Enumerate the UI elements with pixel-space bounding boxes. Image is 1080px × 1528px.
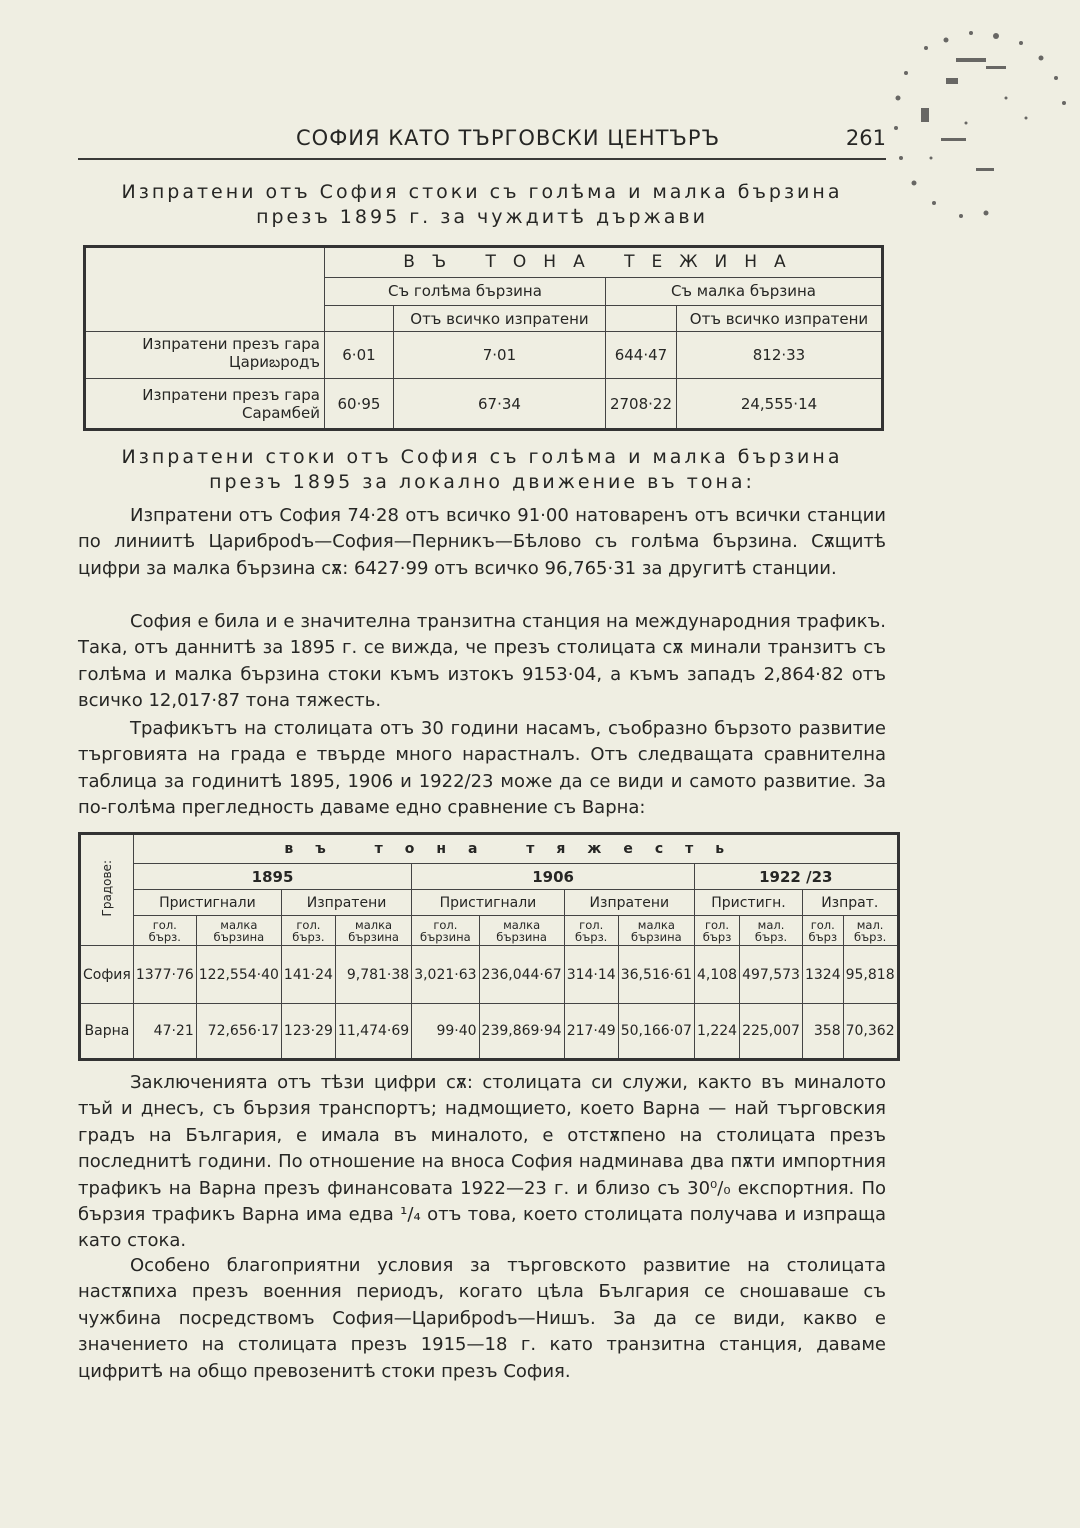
cell-value: 497,573 (740, 946, 803, 1004)
cell-value: 7·01 (393, 332, 605, 379)
table-row (80, 946, 899, 1004)
year-1906: 1906 (412, 864, 695, 890)
table1-of-all-fast: Отъ всичко изпратени (393, 305, 605, 331)
row-label: Изпратени презъ гара Сарамбей (85, 379, 325, 430)
table1-corner (85, 247, 325, 332)
year-1922: 1922 /23 (694, 864, 898, 890)
sub-header: гол. бърз (694, 916, 739, 946)
table1-caption (78, 180, 886, 230)
table1-main-header: ВЪ ТОНА ТЕЖИНА (324, 247, 882, 278)
paragraph: Заключенията отъ тѣзи цифри сѫ: столицата си служи, както въ миналото тъй и днесъ, съ бързия транспортъ; надмощието, което Варна — най търговския градъ на България, е имала въ миналото, е отстѫпено на столицата презъ последнитѣ години. По отношение на вноса София надминава два пѫти импортния трафикъ на Варна презъ финансовата 1922—23 г. и близо съ 30⁰/₀ експортния. По бързия трафикъ Варна има едва ¹/₄ отъ това, което столицата получава и изпраща като стока. (78, 1072, 886, 1252)
cell-value: 236,044·67 (479, 946, 564, 1004)
local-traffic-caption (78, 445, 886, 495)
cell-value: 95,818 (843, 946, 898, 1004)
row-label: Изпратени презъ гара Цариబродъ (85, 332, 325, 379)
cell-value: 225,007 (740, 1004, 803, 1060)
table1-caption-line1: Изпратени отъ София стоки съ голѣма и малка бързина (121, 181, 843, 203)
cell-value: 60·95 (324, 379, 393, 430)
page-number: 261 (845, 126, 886, 150)
table-row (80, 1004, 899, 1060)
city-name: Варна (80, 1004, 134, 1060)
cell-value: 1377·76 (133, 946, 196, 1004)
table2-main-header: въ тона тяжесть (133, 834, 898, 864)
cell-value: 99·40 (412, 1004, 479, 1060)
table1-blank (324, 305, 393, 331)
cell-value: 644·47 (605, 332, 676, 379)
paragraph: София е била и е значителна транзитна станция на международния трафикъ. Така, отъ даннитѣ за 1895 г. се вижда, че презъ столицата сѫ минали транзитъ съ голѣма и малка бързина стоки къмъ изтокъ 9153·04, а къмъ западъ 2,864·82 отъ всичко 12,017·87 тона тяжесть. (78, 611, 886, 712)
cell-value: 2708·22 (605, 379, 676, 430)
sub-header: гол. бърз. (281, 916, 335, 946)
arrived-header: Пристигн. (694, 890, 802, 916)
table-row (85, 379, 883, 430)
sent-header: Изпратени (564, 890, 694, 916)
page-header (78, 124, 886, 160)
cell-value: 358 (802, 1004, 843, 1060)
sub-header: гол. бърз (802, 916, 843, 946)
cell-value: 141·24 (281, 946, 335, 1004)
cell-value: 6·01 (324, 332, 393, 379)
cell-value: 50,166·07 (618, 1004, 694, 1060)
table1-blank (605, 305, 676, 331)
local-caption-line2: презъ 1895 за локално движение въ тона: (209, 471, 755, 493)
paragraph: Особено благоприятни условия за търговското развитие на столицата настѫпиха презъ военния периодъ, когато цѣла България се сношаваше съ чужбина посредствомъ София—Цариброdъ—Нишъ. За да се види, какво е значението на столицата презъ 1915—18 г. като транзитна станция, даваме цифритѣ на общо превозенитѣ стоки презъ София. (78, 1255, 886, 1382)
cell-value: 72,656·17 (196, 1004, 281, 1060)
running-title: СОФИЯ КАТО ТЪРГОВСКИ ЦЕНТЪРЪ (296, 126, 721, 150)
cell-value: 812·33 (676, 332, 882, 379)
table1-caption-line2: презъ 1895 г. за чуждитѣ държави (256, 206, 708, 228)
cell-value: 9,781·38 (335, 946, 411, 1004)
sub-header: мал. бърз. (843, 916, 898, 946)
cell-value: 11,474·69 (335, 1004, 411, 1060)
cell-value: 122,554·40 (196, 946, 281, 1004)
sub-header: малка бързина (335, 916, 411, 946)
table-sofia-varna-comparison (78, 832, 900, 1061)
table1-of-all-slow: Отъ всичко изпратени (676, 305, 882, 331)
library-stamp-mark (886, 18, 1076, 228)
cell-value: 3,021·63 (412, 946, 479, 1004)
sub-header: малка бързина (479, 916, 564, 946)
cell-value: 36,516·61 (618, 946, 694, 1004)
local-caption-line1: Изпратени стоки отъ София съ голѣма и малка бързина (121, 446, 843, 468)
cell-value: 314·14 (564, 946, 618, 1004)
sub-header: малка бързина (196, 916, 281, 946)
cities-header: Градове: (80, 834, 134, 946)
sub-header: малка бързина (618, 916, 694, 946)
cell-value: 1324 (802, 946, 843, 1004)
table1-col-slow: Съ малка бързина (605, 277, 882, 305)
cell-value: 1,224 (694, 1004, 739, 1060)
cell-value: 239,869·94 (479, 1004, 564, 1060)
table-row (85, 332, 883, 379)
arrived-header: Пристигнали (412, 890, 565, 916)
cell-value: 24,555·14 (676, 379, 882, 430)
cell-value: 4,108 (694, 946, 739, 1004)
sub-header: мал. бърз. (740, 916, 803, 946)
city-name: София (80, 946, 134, 1004)
sub-header: гол. бърз. (133, 916, 196, 946)
sub-header: гол. бърз. (564, 916, 618, 946)
table1-col-fast: Съ голѣма бързина (324, 277, 605, 305)
cell-value: 67·34 (393, 379, 605, 430)
arrived-header: Пристигнали (133, 890, 281, 916)
cell-value: 217·49 (564, 1004, 618, 1060)
cell-value: 123·29 (281, 1004, 335, 1060)
sent-header: Изпратени (281, 890, 411, 916)
table-foreign-shipments (83, 245, 884, 431)
sub-header: гол. бързина (412, 916, 479, 946)
cell-value: 47·21 (133, 1004, 196, 1060)
sent-header: Изпрат. (802, 890, 898, 916)
paragraph: Изпратени отъ София 74·28 отъ всичко 91·00 натоваренъ отъ всички станции по линиитѣ Цариброdъ—София—Перникъ—Бѣлово съ голѣма бързина. Сѫщитѣ цифри за малка бързина сѫ: 6427·99 отъ всичко 96,765·31 за другитѣ станции. (78, 505, 886, 579)
paragraph: Трафикътъ на столицата отъ 30 години насамъ, съобразно бързото развитие търговията на града е твърде много нарастналъ. Отъ следващата сравнителна таблица за годинитѣ 1895, 1906 и 1922/23 може да се види и самото развитие. За по-голѣма прегледность даваме едно сравнение съ Варна: (78, 718, 886, 819)
cell-value: 70,362 (843, 1004, 898, 1060)
year-1895: 1895 (133, 864, 411, 890)
